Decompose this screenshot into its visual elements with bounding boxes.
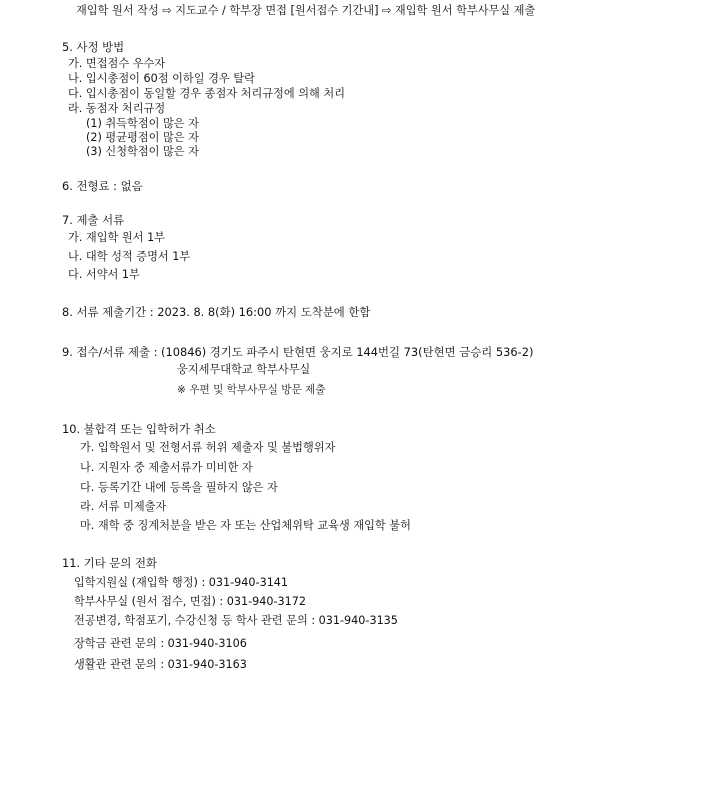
- contact-item: 전공변경, 학점포기, 수강신청 등 학사 관련 문의 : 031-940-3135: [74, 614, 398, 627]
- section-10-item: 다. 등록기간 내에 등록을 필하지 않은 자: [80, 481, 278, 494]
- section-10-item: 라. 서류 미제출자: [80, 500, 167, 513]
- section-6-title: 6. 전형료 : 없음: [62, 179, 143, 193]
- section-10-title: 10. 불합격 또는 입학허가 취소: [62, 422, 216, 436]
- section-10-item: 가. 입학원서 및 전형서류 허위 제출자 및 불법행위자: [80, 441, 336, 454]
- section-10-item: 마. 재학 중 징계처분을 받은 자 또는 산업체위탁 교육생 재입학 불허: [80, 519, 411, 532]
- section-7-item: 가. 재입학 원서 1부: [68, 231, 165, 244]
- section-7-item: 다. 서약서 1부: [68, 268, 140, 281]
- contact-item: 장학금 관련 문의 : 031-940-3106: [74, 637, 247, 650]
- section-9-note: ※ 우편 및 학부사무실 방문 제출: [177, 384, 326, 396]
- section-5-title: 5. 사정 방법: [62, 40, 125, 54]
- contact-item: 학부사무실 (원서 접수, 면접) : 031-940-3172: [74, 595, 306, 608]
- section-11-title: 11. 기타 문의 전화: [62, 556, 157, 570]
- section-5-item: 나. 입시총점이 60점 이하일 경우 탈락: [68, 72, 255, 85]
- contact-item: 생활관 관련 문의 : 031-940-3163: [74, 658, 247, 671]
- section-10-item: 나. 지원자 중 제출서류가 미비한 자: [80, 461, 253, 474]
- section-5-subitem: (1) 취득학점이 많은 자: [86, 117, 199, 130]
- section-7-item: 나. 대학 성적 증명서 1부: [68, 250, 191, 263]
- procedure-flow-text: 재입학 원서 작성 ⇨ 지도교수 / 학부장 면접 [원서접수 기간내] ⇨ 재입학 원서 학부사무실 제출: [76, 4, 536, 17]
- section-5-item: 다. 입시총점이 동일할 경우 종점자 처리규정에 의해 처리: [68, 87, 346, 100]
- section-5-item: 가. 면접점수 우수자: [68, 57, 166, 70]
- section-9-title: 9. 접수/서류 제출 : (10846) 경기도 파주시 탄현면 웅지로 144번길 73(탄현면 금승리 536-2): [62, 345, 534, 359]
- section-9-office: 웅지세무대학교 학부사무실: [177, 363, 311, 376]
- section-5-subitem: (3) 신청학점이 많은 자: [86, 145, 199, 158]
- section-5-item: 라. 동점자 처리규정: [68, 102, 166, 115]
- section-7-title: 7. 제출 서류: [62, 213, 125, 227]
- section-8-title: 8. 서류 제출기간 : 2023. 8. 8(화) 16:00 까지 도착분에 한함: [62, 305, 371, 319]
- section-5-subitem: (2) 평균평점이 많은 자: [86, 131, 199, 144]
- contact-item: 입학지원실 (재입학 행정) : 031-940-3141: [74, 576, 289, 589]
